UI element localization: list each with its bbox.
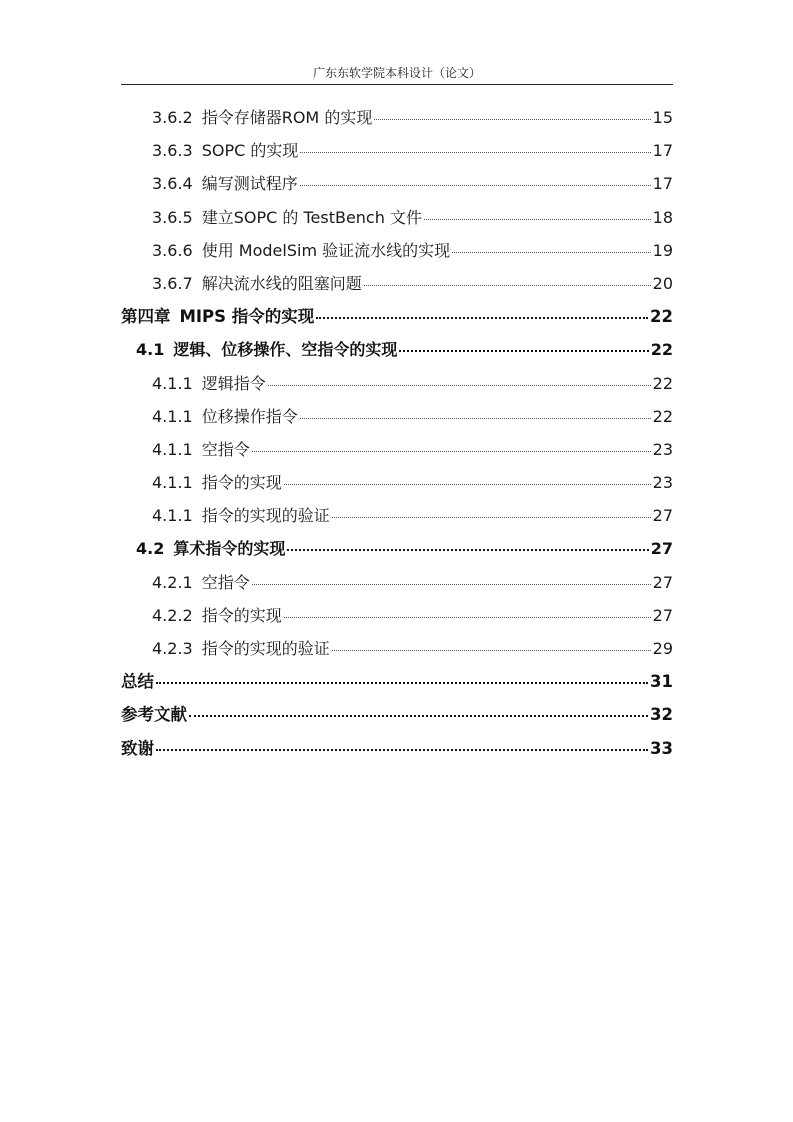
toc-entry-page-number: 17	[652, 174, 673, 194]
toc-entry-page-number: 17	[652, 141, 673, 161]
dot-leader	[300, 185, 651, 186]
toc-entry[interactable]	[121, 300, 673, 333]
table-of-contents	[121, 101, 673, 765]
toc-entry-number: 3.6.4	[152, 174, 193, 194]
toc-entry-number: 4.2.2	[152, 605, 193, 625]
toc-entry-number: 4.1.1	[152, 406, 193, 426]
toc-entry-page-number: 22	[652, 373, 673, 393]
toc-entry-number: 3.6.2	[152, 108, 193, 127]
toc-entry-number: 3.6.7	[152, 273, 193, 293]
toc-entry-title: 位移操作指令	[201, 406, 298, 426]
toc-entry[interactable]	[121, 134, 673, 167]
toc-entry-page-number: 33	[650, 738, 673, 758]
toc-entry[interactable]	[121, 267, 673, 300]
toc-entry-page-number: 27	[652, 605, 673, 625]
dot-leader	[424, 219, 651, 220]
toc-entry-title: MIPS 指令的实现	[179, 307, 315, 327]
toc-entry-title: 空指令	[201, 572, 250, 592]
toc-entry-page-number: 22	[652, 406, 673, 426]
toc-entry-title: 指令存储器ROM 的实现	[201, 108, 373, 127]
toc-entry[interactable]	[121, 632, 673, 665]
dot-leader	[268, 385, 651, 386]
toc-entry-title: 空指令	[201, 439, 250, 459]
toc-entry-page-number: 27	[652, 572, 673, 592]
toc-entry-title: 算术指令的实现	[173, 539, 286, 559]
dot-leader	[316, 317, 648, 319]
dot-leader	[156, 682, 648, 684]
toc-entry-page-number: 23	[652, 439, 673, 459]
toc-entry-page-number: 31	[650, 672, 673, 692]
toc-entry[interactable]	[121, 566, 673, 599]
toc-entry-title: 总结	[121, 672, 154, 692]
toc-entry[interactable]	[121, 499, 673, 532]
dot-leader	[332, 517, 651, 518]
dot-leader	[284, 617, 651, 618]
dot-leader	[452, 252, 651, 253]
toc-entry-title: 逻辑指令	[201, 373, 266, 393]
toc-entry-page-number: 22	[650, 307, 673, 327]
toc-entry-page-number: 20	[652, 273, 673, 293]
toc-entry-title: 指令的实现	[201, 605, 282, 625]
dot-leader	[287, 549, 648, 551]
toc-entry-page-number: 29	[652, 639, 673, 658]
toc-entry[interactable]	[121, 665, 673, 698]
toc-entry-page-number: 27	[652, 506, 673, 526]
toc-entry-title: 解决流水线的阻塞问题	[201, 273, 362, 293]
toc-entry-number: 3.6.5	[152, 207, 193, 227]
page-header: 广东东软学院本科设计（论文）	[121, 62, 673, 85]
toc-entry-number: 3.6.6	[152, 240, 193, 260]
toc-entry[interactable]	[121, 433, 673, 466]
toc-entry[interactable]	[121, 732, 673, 765]
dot-leader	[399, 350, 648, 352]
toc-entry-title: 使用 ModelSim 验证流水线的实现	[201, 240, 451, 260]
dot-leader	[252, 584, 651, 585]
toc-entry[interactable]	[121, 234, 673, 267]
toc-entry-title: 逻辑、位移操作、空指令的实现	[173, 340, 398, 360]
toc-entry-page-number: 27	[650, 539, 673, 559]
toc-entry[interactable]	[121, 466, 673, 499]
toc-entry-number: 第四章	[121, 307, 171, 327]
toc-entry[interactable]	[121, 333, 673, 366]
toc-entry-number: 4.2.1	[152, 572, 193, 592]
toc-entry[interactable]	[121, 101, 673, 134]
toc-entry[interactable]	[121, 599, 673, 632]
toc-entry-title: 指令的实现	[201, 473, 282, 493]
toc-entry[interactable]	[121, 400, 673, 433]
toc-entry-number: 3.6.3	[152, 141, 193, 161]
dot-leader	[374, 119, 650, 120]
toc-entry-page-number: 22	[650, 340, 673, 360]
toc-entry-title: 参考文献	[121, 705, 187, 725]
toc-entry[interactable]	[121, 532, 673, 565]
toc-entry-page-number: 32	[650, 705, 673, 725]
dot-leader	[300, 152, 650, 153]
dot-leader	[332, 650, 651, 651]
toc-entry-number: 4.1.1	[152, 473, 193, 493]
toc-entry-number: 4.1.1	[152, 506, 193, 526]
toc-entry-number: 4.1.1	[152, 439, 193, 459]
dot-leader	[252, 451, 651, 452]
toc-entry-title: 指令的实现的验证	[201, 506, 330, 526]
toc-entry[interactable]	[121, 367, 673, 400]
toc-entry-page-number: 18	[652, 207, 673, 227]
toc-entry-number: 4.1	[136, 340, 165, 360]
toc-entry-title: SOPC 的实现	[201, 141, 299, 161]
toc-entry[interactable]	[121, 167, 673, 200]
toc-entry-number: 4.2	[136, 539, 165, 559]
toc-entry-page-number: 19	[652, 240, 673, 260]
dot-leader	[364, 285, 651, 286]
toc-entry-number: 4.1.1	[152, 373, 193, 393]
toc-entry-title: 编写测试程序	[201, 174, 298, 194]
dot-leader	[189, 715, 648, 717]
toc-entry[interactable]	[121, 698, 673, 731]
dot-leader	[284, 484, 651, 485]
toc-entry-page-number: 23	[652, 473, 673, 493]
toc-entry-title: 指令的实现的验证	[201, 639, 330, 658]
dot-leader	[300, 418, 651, 419]
toc-entry-title: 建立SOPC 的 TestBench 文件	[201, 207, 422, 227]
toc-entry-page-number: 15	[652, 108, 673, 127]
toc-entry-number: 4.2.3	[152, 639, 193, 658]
toc-entry-title: 致谢	[121, 738, 154, 758]
dot-leader	[156, 749, 648, 751]
toc-entry[interactable]	[121, 201, 673, 234]
